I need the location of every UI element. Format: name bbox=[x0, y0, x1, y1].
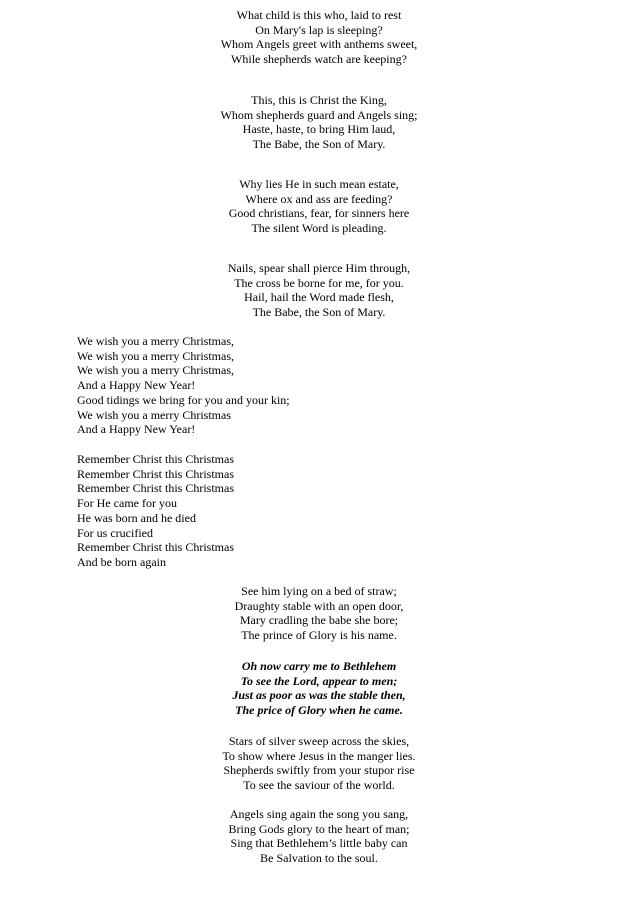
lyric-line: Haste, haste, to bring Him laud, bbox=[242, 122, 396, 137]
lyric-line: We wish you a merry Christmas, bbox=[77, 334, 235, 348]
lyric-line: The price of Glory when he came. bbox=[235, 703, 403, 718]
lyric-line: The cross be borne for me, for you. bbox=[234, 275, 404, 290]
lyric-line: This, this is Christ the King, bbox=[251, 93, 387, 107]
lyric-line: Oh now carry me to Bethlehem bbox=[241, 659, 397, 673]
lyric-line: Nails, spear shall pierce Him through, bbox=[227, 261, 411, 275]
lyric-line: Where ox and ass are feeding? bbox=[245, 191, 393, 206]
lyric-line: And a Happy New Year! bbox=[77, 422, 196, 437]
lyric-line: Stars of silver sweep across the skies, bbox=[228, 734, 410, 748]
stanza-what-child-verse-1 bbox=[0, 8, 638, 67]
lyric-line: Whom Angels greet with anthems sweet, bbox=[220, 37, 418, 52]
stanza-bethlehem-verse-3 bbox=[0, 807, 638, 866]
lyric-line: He was born and he died bbox=[77, 510, 196, 525]
stanza-remember-christ bbox=[77, 452, 234, 570]
stanza-what-child-verse-3 bbox=[0, 261, 638, 320]
lyric-line: To see the saviour of the world. bbox=[243, 778, 395, 793]
lyric-line: Be Salvation to the soul. bbox=[260, 851, 378, 866]
lyric-line: And be born again bbox=[77, 554, 166, 569]
lyric-line: What child is this who, laid to rest bbox=[236, 8, 402, 22]
lyric-line: Mary cradling the babe she bore; bbox=[239, 613, 399, 628]
lyric-line: To see the Lord, appear to men; bbox=[240, 673, 398, 688]
lyric-line: While shepherds watch are keeping? bbox=[231, 52, 407, 67]
lyric-line: Remember Christ this Christmas bbox=[77, 540, 234, 555]
lyric-line: Good christians, fear, for sinners here bbox=[228, 206, 410, 221]
lyric-line: The silent Word is pleading. bbox=[251, 221, 387, 236]
lyric-line: We wish you a merry Christmas bbox=[77, 407, 232, 422]
lyric-line: Draughty stable with an open door, bbox=[234, 598, 404, 613]
lyric-line: Bring Gods glory to the heart of man; bbox=[228, 821, 410, 836]
lyric-line: Good tidings we bring for you and your kin; bbox=[77, 392, 290, 407]
lyric-line: The prince of Glory is his name. bbox=[241, 628, 397, 643]
stanza-what-child-verse-2 bbox=[0, 177, 638, 236]
lyric-line: To show where Jesus in the manger lies. bbox=[222, 748, 416, 763]
lyric-line: For He came for you bbox=[77, 496, 177, 511]
lyric-line: Why lies He in such mean estate, bbox=[239, 177, 399, 191]
lyric-line: And a Happy New Year! bbox=[77, 378, 196, 393]
lyric-line: The Babe, the Son of Mary. bbox=[252, 305, 386, 320]
stanza-bethlehem-verse-1 bbox=[0, 584, 638, 643]
lyric-line: Remember Christ this Christmas bbox=[77, 466, 234, 481]
stanza-bethlehem-verse-2 bbox=[0, 734, 638, 793]
lyric-line: Remember Christ this Christmas bbox=[77, 481, 234, 496]
lyric-line: Whom shepherds guard and Angels sing; bbox=[220, 107, 418, 122]
lyric-line: See him lying on a bed of straw; bbox=[241, 584, 397, 598]
stanza-bethlehem-chorus bbox=[0, 659, 638, 718]
lyric-line: We wish you a merry Christmas, bbox=[77, 348, 235, 363]
lyric-line: Angels sing again the song you sang, bbox=[229, 807, 409, 821]
lyric-line: Hail, hail the Word made flesh, bbox=[244, 290, 394, 305]
lyric-line: Shepherds swiftly from your stupor rise bbox=[223, 763, 415, 778]
stanza-merry-christmas bbox=[77, 334, 290, 437]
lyric-line: On Mary's lap is sleeping? bbox=[255, 22, 383, 37]
lyric-line: Sing that Bethlehem’s little baby can bbox=[230, 836, 408, 851]
lyric-line: The Babe, the Son of Mary. bbox=[252, 137, 386, 152]
lyric-line: We wish you a merry Christmas, bbox=[77, 363, 235, 378]
stanza-what-child-chorus-1 bbox=[0, 93, 638, 152]
lyric-line: For us crucified bbox=[77, 525, 153, 540]
lyric-line: Remember Christ this Christmas bbox=[77, 452, 234, 466]
lyric-line: Just as poor as was the stable then, bbox=[232, 688, 406, 703]
